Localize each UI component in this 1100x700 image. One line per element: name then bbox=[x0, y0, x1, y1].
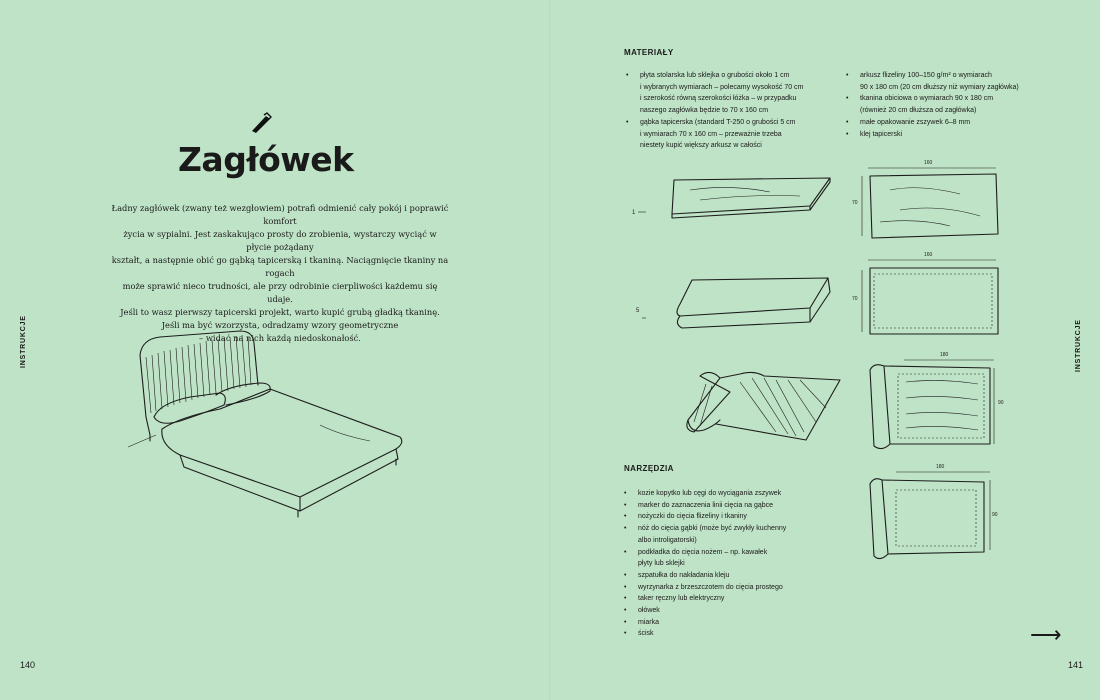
dimension-label: 180 bbox=[940, 352, 949, 358]
list-item-text: płyty lub sklejki bbox=[638, 560, 685, 568]
page-title: Zagłówek bbox=[178, 140, 354, 179]
intro-text bbox=[110, 202, 450, 345]
list-item bbox=[624, 523, 854, 546]
page-number-right: 141 bbox=[1068, 660, 1084, 670]
list-item-text: i wymiarach 70 x 160 cm – przeważnie trzeba bbox=[640, 130, 782, 138]
intro-line: życia w sypialni. Jest zaskakująco prosty do zrobienia, wystarczy wyciąć w płycie pożądany bbox=[123, 229, 437, 252]
list-item-text: nóż do cięcia gąbki (może być zwykły kuchenny bbox=[638, 525, 787, 533]
list-item bbox=[846, 70, 1076, 93]
side-label-left: INSTRUKCJE bbox=[20, 315, 27, 368]
right-page bbox=[550, 0, 1100, 700]
list-item-text: 90 x 180 cm (20 cm dłuższy niż wymiary zagłówka) bbox=[860, 83, 1019, 91]
fabric-plan-diagram-2 bbox=[860, 462, 1010, 562]
list-item bbox=[624, 593, 854, 605]
board-thickness-label: 1 bbox=[632, 210, 636, 216]
list-item-text: ścisk bbox=[638, 630, 654, 638]
list-item-text: małe opakowanie zszywek 6–8 mm bbox=[860, 118, 971, 126]
list-item bbox=[624, 500, 854, 512]
board-plan-diagram bbox=[852, 160, 1010, 250]
dimension-label: 90 bbox=[992, 512, 998, 518]
dimension-label: 90 bbox=[998, 400, 1004, 406]
list-item-text: arkusz flizeliny 100–150 g/m² o wymiarach bbox=[860, 72, 992, 79]
list-item-text: kozie kopytko lub cęgi do wyciągania zszywek bbox=[638, 490, 782, 497]
list-item-text: miarka bbox=[638, 618, 660, 626]
list-item-text: gąbka tapicerska (standard T-250 o grubości 5 cm bbox=[640, 118, 796, 126]
list-item-text: naszego zagłówka będzie to 70 x 160 cm bbox=[640, 107, 769, 115]
materials-list-2 bbox=[846, 70, 1076, 140]
fabric-roll-illustration bbox=[680, 362, 860, 442]
dimension-label: 70 bbox=[852, 200, 858, 206]
list-item-text: taker ręczny lub elektryczny bbox=[638, 595, 725, 603]
list-item bbox=[846, 117, 1076, 129]
tools-heading: NARZĘDZIA bbox=[624, 464, 674, 473]
intro-line: może sprawić nieco trudności, ale przy odrobinie cierpliwości każdemu się udaje. bbox=[122, 281, 438, 304]
list-item-text: marker do zaznaczenia linii cięcia na gąbce bbox=[638, 501, 774, 509]
materials-list-1 bbox=[626, 70, 836, 152]
list-item bbox=[624, 617, 854, 629]
list-item bbox=[846, 93, 1076, 116]
list-item bbox=[624, 605, 854, 617]
page-number-left: 140 bbox=[20, 660, 36, 670]
fabric-plan-diagram bbox=[860, 352, 1010, 452]
list-item-text: tkanina obiciowa o wymiarach 90 x 180 cm bbox=[860, 95, 994, 103]
intro-line: kształt, a następnie obić go gąbką tapicerską i tkaniną. Naciągnięcie tkaniny na rogach bbox=[111, 255, 449, 278]
list-item-text: ołówek bbox=[638, 607, 660, 615]
list-item bbox=[626, 70, 836, 117]
list-item-text: podkładka do cięcia nożem – np. kawałek bbox=[638, 548, 768, 556]
materials-heading: MATERIAŁY bbox=[624, 48, 674, 57]
intro-line: Jeśli ma być wzorzysta, odradzamy wzory geometryczne bbox=[161, 320, 399, 330]
list-item bbox=[624, 582, 854, 594]
intro-line: Jeśli to wasz pierwszy tapicerski projekt, warto kupić grubą gładką tkaninę. bbox=[120, 307, 440, 317]
tools-list bbox=[624, 488, 854, 640]
list-item-text: i wybranych wymiarach – polecamy wysokość 70 cm bbox=[640, 83, 804, 91]
list-item-text: niestety kupić większy arkusz w całości bbox=[640, 142, 762, 150]
foam-plan-diagram bbox=[852, 252, 1010, 342]
list-item bbox=[624, 511, 854, 523]
list-item-text: i szerokość równą szerokości łóżka – w przypadku bbox=[640, 95, 797, 103]
list-item bbox=[624, 488, 854, 500]
dimension-label: 180 bbox=[936, 464, 945, 470]
bed-illustration bbox=[120, 325, 420, 525]
list-item-text: klej tapicerski bbox=[860, 130, 903, 138]
dimension-label: 160 bbox=[924, 252, 933, 258]
saw-icon bbox=[250, 113, 272, 133]
intro-line: Ładny zagłówek (zwany też wezgłowiem) potrafi odmienić cały pokój i poprawić komfort bbox=[111, 203, 449, 226]
list-item bbox=[624, 628, 854, 640]
list-item-text: (również 20 cm dłuższa od zagłówka) bbox=[860, 107, 977, 115]
intro-line: – widać na nich każdą niedoskonałość. bbox=[199, 333, 361, 343]
dimension-label: 160 bbox=[924, 160, 933, 166]
list-item-text: płyta stolarska lub sklejka o grubości około 1 cm bbox=[640, 72, 790, 79]
list-item-text: nożyczki do cięcia flizeliny i tkaniny bbox=[638, 513, 747, 521]
list-item bbox=[624, 570, 854, 582]
list-item-text: albo introligatorski) bbox=[638, 536, 697, 544]
list-item bbox=[846, 129, 1076, 141]
list-item-text: wyrzynarka z brzeszczotem do cięcia prostego bbox=[638, 583, 783, 591]
list-item-text: szpatułka do nakładania kleju bbox=[638, 571, 730, 579]
dimension-label: 70 bbox=[852, 296, 858, 302]
list-item bbox=[624, 547, 854, 570]
side-label-right: INSTRUKCJE bbox=[1075, 319, 1082, 372]
list-item bbox=[626, 117, 836, 152]
foam-illustration bbox=[636, 272, 840, 332]
board-illustration bbox=[632, 170, 840, 230]
next-arrow-icon[interactable]: ⟶ bbox=[1030, 622, 1062, 647]
foam-thickness-label: 5 bbox=[636, 308, 640, 314]
